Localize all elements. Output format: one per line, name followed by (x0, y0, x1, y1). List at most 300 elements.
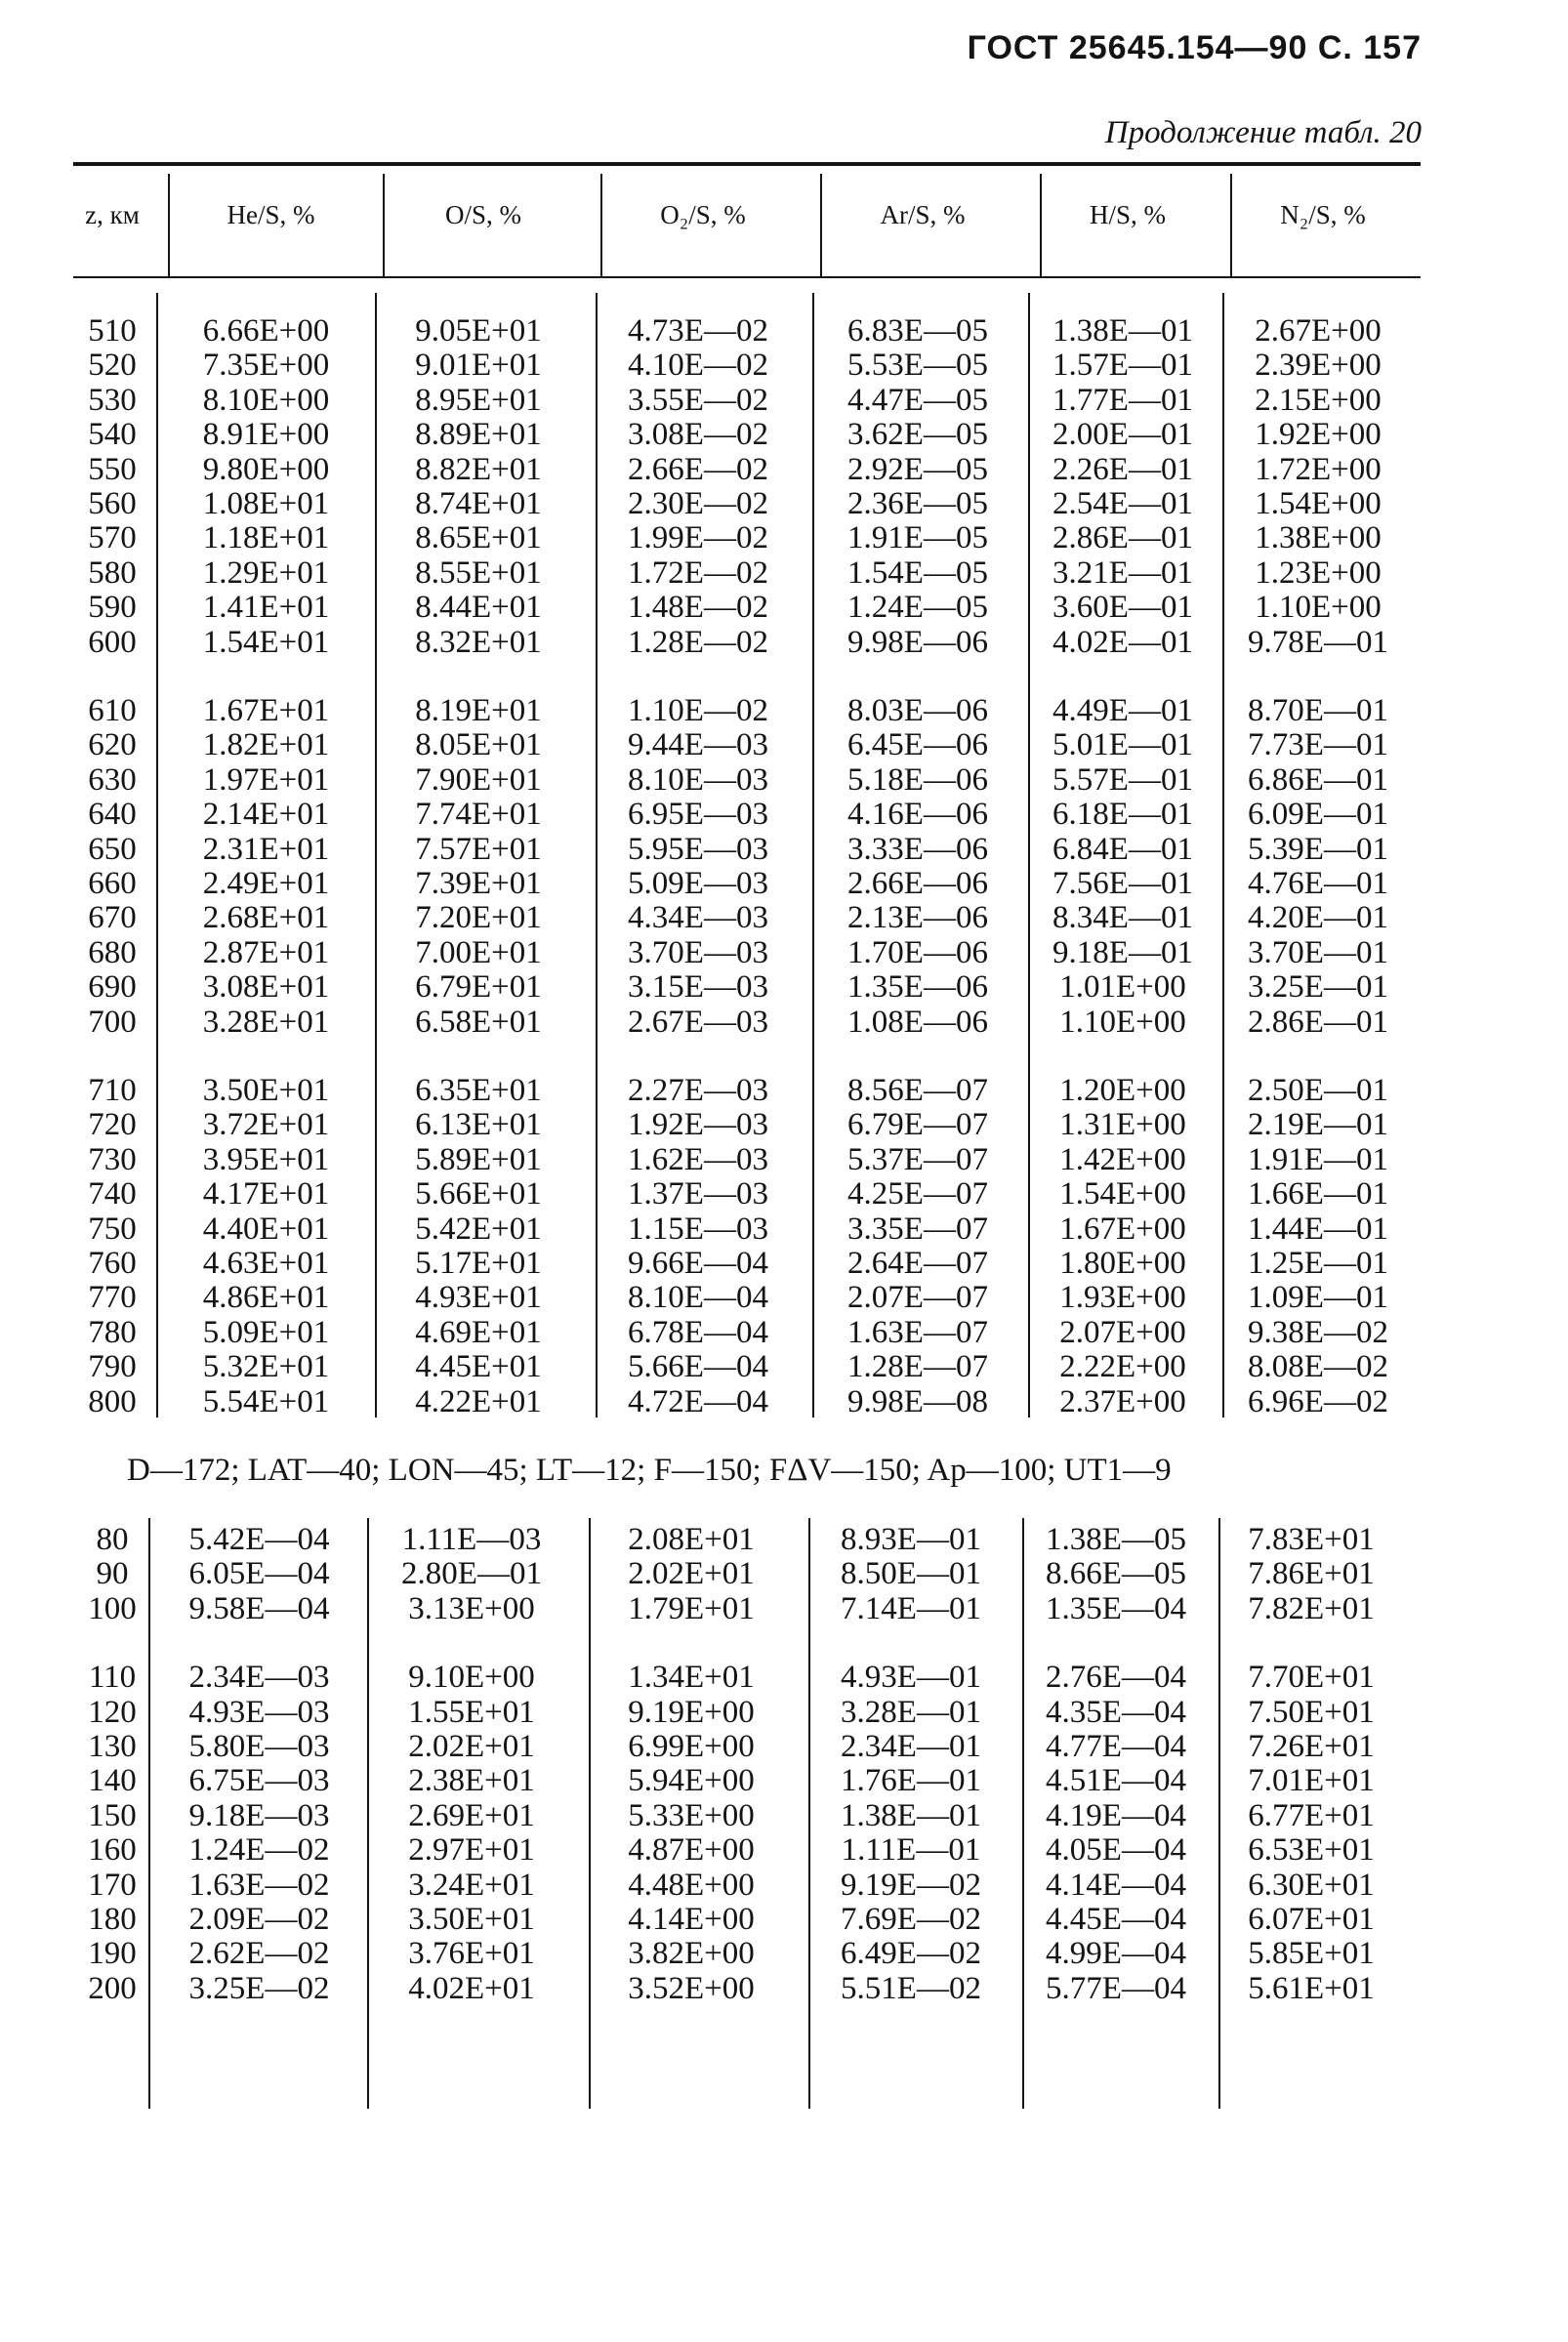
value-cell: 5.94E+00 (628, 1763, 755, 1799)
value-cell: 1.10E+00 (1255, 590, 1382, 626)
altitude-cell: 710 (88, 1073, 137, 1108)
value-cell: 8.55E+01 (415, 555, 542, 591)
altitude-cell: 620 (88, 727, 137, 763)
value-cell: 1.11E—01 (841, 1832, 981, 1869)
value-cell: 6.05E—04 (188, 1556, 330, 1592)
value-cell: 1.92E+00 (1255, 417, 1382, 453)
value-cell: 3.13E+00 (408, 1590, 535, 1626)
value-cell: 1.38E—01 (841, 1797, 981, 1833)
value-cell: 3.52E+00 (628, 1970, 755, 2006)
value-cell: 6.77E+01 (1248, 1797, 1375, 1833)
value-cell: 2.68E+01 (202, 900, 330, 936)
value-cell: 5.54E+01 (202, 1383, 330, 1419)
value-cell: 5.85E+01 (1248, 1936, 1375, 1972)
value-cell: 1.29E+01 (202, 555, 330, 591)
value-cell: 8.44E+01 (415, 590, 542, 626)
column-divider (812, 293, 814, 1418)
value-cell: 9.19E—02 (841, 1867, 981, 1903)
column-divider (367, 1518, 369, 2109)
value-cell: 2.27E—03 (628, 1073, 768, 1108)
value-cell: 7.00E+01 (415, 934, 542, 970)
value-cell: 9.80E+00 (202, 451, 330, 487)
value-cell: 4.40E+01 (202, 1211, 330, 1247)
value-cell: 2.34E—01 (841, 1729, 981, 1764)
value-cell: 7.35E+00 (202, 348, 330, 384)
value-cell: 8.74E+01 (415, 486, 542, 521)
value-cell: 1.76E—01 (841, 1763, 981, 1799)
value-cell: 4.93E—03 (188, 1694, 330, 1730)
value-cell: 4.77E—04 (1046, 1729, 1186, 1764)
value-cell: 6.78E—04 (628, 1314, 768, 1350)
value-cell: 5.66E+01 (415, 1176, 542, 1212)
value-cell: 8.34E—01 (1052, 900, 1193, 936)
value-cell: 4.16E—06 (847, 797, 988, 833)
value-cell: 7.69E—02 (841, 1902, 981, 1937)
altitude-cell: 740 (88, 1176, 137, 1212)
value-cell: 4.63E+01 (202, 1246, 330, 1281)
value-cell: 5.89E+01 (415, 1141, 542, 1177)
value-cell: 1.44E—01 (1248, 1211, 1388, 1247)
value-cell: 9.44E—03 (628, 727, 768, 763)
value-cell: 4.05E—04 (1046, 1832, 1186, 1869)
value-cell: 3.15E—03 (628, 969, 768, 1006)
value-cell: 2.67E—03 (628, 1004, 768, 1040)
value-cell: 1.28E—07 (847, 1349, 988, 1385)
altitude-cell: 120 (88, 1694, 137, 1730)
value-cell: 9.98E—08 (847, 1383, 988, 1419)
value-cell: 5.51E—02 (841, 1970, 981, 2006)
column-header: O₂/S, % (660, 200, 746, 229)
value-cell: 8.66E—05 (1046, 1556, 1186, 1592)
altitude-cell: 750 (88, 1211, 137, 1247)
value-cell: 1.10E+00 (1059, 1004, 1186, 1040)
altitude-cell: 80 (96, 1522, 129, 1557)
value-cell: 2.86E—01 (1052, 520, 1193, 556)
value-cell: 2.50E—01 (1248, 1073, 1388, 1108)
value-cell: 1.54E—05 (847, 555, 988, 591)
altitude-cell: 550 (88, 451, 137, 487)
value-cell: 8.03E—06 (847, 693, 988, 728)
value-cell: 2.13E—06 (847, 900, 988, 936)
altitude-cell: 200 (88, 1970, 137, 2006)
value-cell: 6.84E—01 (1052, 831, 1193, 867)
value-cell: 6.45E—06 (847, 727, 988, 763)
column-divider (589, 1518, 591, 2109)
value-cell: 1.08E—06 (847, 1004, 988, 1040)
value-cell: 3.50E+01 (408, 1902, 535, 1937)
column-divider (1040, 174, 1042, 278)
column-divider (1230, 174, 1232, 278)
value-cell: 1.91E—05 (847, 520, 988, 556)
altitude-cell: 510 (88, 313, 137, 349)
value-cell: 3.55E—02 (628, 382, 768, 418)
value-cell: 4.99E—04 (1046, 1936, 1186, 1972)
value-cell: 6.99E+00 (628, 1729, 755, 1764)
value-cell: 9.01E+01 (415, 348, 542, 384)
value-cell: 4.22E+01 (415, 1383, 542, 1419)
value-cell: 2.66E—02 (628, 451, 768, 487)
value-cell: 1.15E—03 (628, 1211, 768, 1247)
value-cell: 8.65E+01 (415, 520, 542, 556)
altitude-cell: 190 (88, 1936, 137, 1972)
value-cell: 1.37E—03 (628, 1176, 768, 1212)
column-divider (820, 174, 822, 278)
value-cell: 6.66E+00 (202, 313, 330, 349)
value-cell: 3.35E—07 (847, 1211, 988, 1247)
value-cell: 1.38E+00 (1255, 520, 1382, 556)
altitude-cell: 720 (88, 1107, 137, 1143)
value-cell: 1.18E+01 (202, 520, 330, 556)
value-cell: 4.93E—01 (841, 1660, 981, 1696)
value-cell: 3.62E—05 (847, 417, 988, 453)
value-cell: 3.82E+00 (628, 1936, 755, 1972)
value-cell: 8.93E—01 (841, 1522, 981, 1557)
value-cell: 2.22E+00 (1059, 1349, 1186, 1385)
value-cell: 3.70E—01 (1248, 934, 1388, 970)
altitude-cell: 520 (88, 348, 137, 384)
value-cell: 1.34E+01 (628, 1660, 755, 1696)
value-cell: 1.24E—05 (847, 590, 988, 626)
value-cell: 6.49E—02 (841, 1936, 981, 1972)
value-cell: 5.57E—01 (1052, 761, 1193, 798)
value-cell: 6.75E—03 (188, 1763, 330, 1799)
value-cell: 4.73E—02 (628, 313, 768, 349)
value-cell: 7.14E—01 (841, 1590, 981, 1626)
value-cell: 7.73E—01 (1248, 727, 1388, 763)
value-cell: 7.86E+01 (1248, 1556, 1375, 1592)
value-cell: 2.15E+00 (1255, 382, 1382, 418)
value-cell: 5.17E+01 (415, 1246, 542, 1281)
value-cell: 1.54E+00 (1255, 486, 1382, 521)
value-cell: 3.76E+01 (408, 1936, 535, 1972)
altitude-cell: 570 (88, 520, 137, 556)
altitude-cell: 690 (88, 969, 137, 1006)
value-cell: 1.77E—01 (1052, 382, 1193, 418)
value-cell: 1.97E+01 (202, 761, 330, 798)
value-cell: 6.58E+01 (415, 1004, 542, 1040)
value-cell: 1.63E—02 (188, 1867, 330, 1903)
value-cell: 4.19E—04 (1046, 1797, 1186, 1833)
value-cell: 2.37E+00 (1059, 1383, 1186, 1419)
value-cell: 6.09E—01 (1248, 797, 1388, 833)
value-cell: 6.79E+01 (415, 969, 542, 1006)
value-cell: 5.37E—07 (847, 1141, 988, 1177)
value-cell: 2.54E—01 (1052, 486, 1193, 521)
value-cell: 9.19E+00 (628, 1694, 755, 1730)
column-divider (1028, 293, 1030, 1418)
column-header: N₂/S, % (1280, 200, 1366, 229)
value-cell: 8.50E—01 (841, 1556, 981, 1592)
value-cell: 3.08E+01 (202, 969, 330, 1006)
value-cell: 9.58E—04 (188, 1590, 330, 1626)
value-cell: 4.47E—05 (847, 382, 988, 418)
value-cell: 1.54E+01 (202, 624, 330, 660)
value-cell: 7.57E+01 (415, 831, 542, 867)
value-cell: 1.91E—01 (1248, 1141, 1388, 1177)
value-cell: 4.17E+01 (202, 1176, 330, 1212)
value-cell: 4.02E—01 (1052, 624, 1193, 660)
value-cell: 2.36E—05 (847, 486, 988, 521)
value-cell: 1.80E+00 (1059, 1246, 1186, 1281)
value-cell: 8.56E—07 (847, 1073, 988, 1108)
value-cell: 8.89E+01 (415, 417, 542, 453)
value-cell: 1.67E+00 (1059, 1211, 1186, 1247)
value-cell: 8.91E+00 (202, 417, 330, 453)
altitude-cell: 100 (88, 1590, 137, 1626)
value-cell: 9.18E—01 (1052, 934, 1193, 970)
value-cell: 3.21E—01 (1052, 555, 1193, 591)
value-cell: 2.09E—02 (188, 1902, 330, 1937)
value-cell: 1.10E—02 (628, 693, 768, 728)
value-cell: 8.10E+00 (202, 382, 330, 418)
column-header: z, км (85, 200, 140, 229)
altitude-cell: 640 (88, 797, 137, 833)
page-header: ГОСТ 25645.154—90 С. 157 (967, 29, 1422, 66)
value-cell: 1.35E—06 (847, 969, 988, 1006)
value-cell: 1.72E+00 (1255, 451, 1382, 487)
value-cell: 7.90E+01 (415, 761, 542, 798)
value-cell: 1.38E—05 (1046, 1522, 1186, 1557)
altitude-cell: 730 (88, 1141, 137, 1177)
value-cell: 2.02E+01 (628, 1556, 755, 1592)
value-cell: 2.64E—07 (847, 1246, 988, 1281)
value-cell: 8.10E—03 (628, 761, 768, 798)
value-cell: 2.39E+00 (1255, 348, 1382, 384)
value-cell: 2.62E—02 (188, 1936, 330, 1972)
value-cell: 2.66E—06 (847, 866, 988, 901)
altitude-cell: 700 (88, 1004, 137, 1040)
value-cell: 2.76E—04 (1046, 1660, 1186, 1696)
value-cell: 2.92E—05 (847, 451, 988, 487)
altitude-cell: 650 (88, 831, 137, 867)
altitude-cell: 540 (88, 417, 137, 453)
value-cell: 5.09E—03 (628, 866, 768, 901)
value-cell: 1.48E—02 (628, 590, 768, 626)
value-cell: 8.10E—04 (628, 1280, 768, 1316)
value-cell: 1.79E+01 (628, 1590, 755, 1626)
value-cell: 8.70E—01 (1248, 693, 1388, 728)
column-header: He/S, % (227, 200, 315, 229)
value-cell: 3.70E—03 (628, 934, 768, 970)
altitude-cell: 800 (88, 1383, 137, 1419)
value-cell: 3.60E—01 (1052, 590, 1193, 626)
value-cell: 2.80E—01 (401, 1556, 542, 1592)
value-cell: 2.87E+01 (202, 934, 330, 970)
altitude-cell: 130 (88, 1729, 137, 1764)
value-cell: 1.82E+01 (202, 727, 330, 763)
value-cell: 4.87E+00 (628, 1832, 755, 1869)
value-cell: 2.49E+01 (202, 866, 330, 901)
value-cell: 9.66E—04 (628, 1246, 768, 1281)
value-cell: 9.98E—06 (847, 624, 988, 660)
value-cell: 1.35E—04 (1046, 1590, 1186, 1626)
value-cell: 4.45E+01 (415, 1349, 542, 1385)
table-header-rule (73, 276, 1421, 278)
value-cell: 4.86E+01 (202, 1280, 330, 1316)
value-cell: 4.10E—02 (628, 348, 768, 384)
value-cell: 4.45E—04 (1046, 1902, 1186, 1937)
value-cell: 6.86E—01 (1248, 761, 1388, 798)
column-header: O/S, % (444, 200, 521, 229)
value-cell: 6.95E—03 (628, 797, 768, 833)
value-cell: 1.25E—01 (1248, 1246, 1388, 1281)
value-cell: 7.50E+01 (1248, 1694, 1375, 1730)
value-cell: 1.67E+01 (202, 693, 330, 728)
value-cell: 1.92E—03 (628, 1107, 768, 1143)
value-cell: 5.09E+01 (202, 1314, 330, 1350)
value-cell: 2.67E+00 (1255, 313, 1382, 349)
value-cell: 7.74E+01 (415, 797, 542, 833)
value-cell: 6.35E+01 (415, 1073, 542, 1108)
value-cell: 9.05E+01 (415, 313, 542, 349)
value-cell: 2.97E+01 (408, 1832, 535, 1869)
altitude-cell: 180 (88, 1902, 137, 1937)
value-cell: 7.82E+01 (1248, 1590, 1375, 1626)
column-divider (375, 293, 377, 1418)
altitude-cell: 140 (88, 1763, 137, 1799)
value-cell: 5.42E—04 (188, 1522, 330, 1557)
value-cell: 9.78E—01 (1248, 624, 1388, 660)
value-cell: 5.18E—06 (847, 761, 988, 798)
value-cell: 1.72E—02 (628, 555, 768, 591)
value-cell: 9.18E—03 (188, 1797, 330, 1833)
altitude-cell: 610 (88, 693, 137, 728)
value-cell: 1.31E+00 (1059, 1107, 1186, 1143)
value-cell: 3.24E+01 (408, 1867, 535, 1903)
altitude-cell: 560 (88, 486, 137, 521)
value-cell: 6.79E—07 (847, 1107, 988, 1143)
value-cell: 1.54E+00 (1059, 1176, 1186, 1212)
value-cell: 1.70E—06 (847, 934, 988, 970)
column-header: H/S, % (1089, 200, 1166, 229)
value-cell: 2.31E+01 (202, 831, 330, 867)
value-cell: 3.25E—01 (1248, 969, 1388, 1006)
value-cell: 4.25E—07 (847, 1176, 988, 1212)
value-cell: 2.00E—01 (1052, 417, 1193, 453)
value-cell: 8.08E—02 (1248, 1349, 1388, 1385)
value-cell: 3.28E—01 (841, 1694, 981, 1730)
altitude-cell: 790 (88, 1349, 137, 1385)
table-top-rule (73, 162, 1421, 166)
value-cell: 6.13E+01 (415, 1107, 542, 1143)
value-cell: 4.49E—01 (1052, 693, 1193, 728)
value-cell: 4.02E+01 (408, 1970, 535, 2006)
altitude-cell: 660 (88, 866, 137, 901)
value-cell: 4.69E+01 (415, 1314, 542, 1350)
column-header: Ar/S, % (880, 200, 966, 229)
value-cell: 1.66E—01 (1248, 1176, 1388, 1212)
value-cell: 1.24E—02 (188, 1832, 330, 1869)
value-cell: 4.14E—04 (1046, 1867, 1186, 1903)
value-cell: 3.28E+01 (202, 1004, 330, 1040)
value-cell: 4.20E—01 (1248, 900, 1388, 936)
value-cell: 2.26E—01 (1052, 451, 1193, 487)
altitude-cell: 780 (88, 1314, 137, 1350)
value-cell: 4.93E+01 (415, 1280, 542, 1316)
value-cell: 2.14E+01 (202, 797, 330, 833)
value-cell: 5.95E—03 (628, 831, 768, 867)
column-divider (383, 174, 385, 278)
value-cell: 1.42E+00 (1059, 1141, 1186, 1177)
value-cell: 5.42E+01 (415, 1211, 542, 1247)
column-divider (1218, 1518, 1220, 2109)
value-cell: 5.66E—04 (628, 1349, 768, 1385)
value-cell: 5.80E—03 (188, 1729, 330, 1764)
value-cell: 6.96E—02 (1248, 1383, 1388, 1419)
value-cell: 3.08E—02 (628, 417, 768, 453)
column-divider (808, 1518, 810, 2109)
column-divider (600, 174, 602, 278)
value-cell: 8.05E+01 (415, 727, 542, 763)
value-cell: 4.35E—04 (1046, 1694, 1186, 1730)
value-cell: 2.02E+01 (408, 1729, 535, 1764)
value-cell: 6.18E—01 (1052, 797, 1193, 833)
value-cell: 4.34E—03 (628, 900, 768, 936)
value-cell: 8.82E+01 (415, 451, 542, 487)
altitude-cell: 160 (88, 1832, 137, 1869)
value-cell: 3.72E+01 (202, 1107, 330, 1143)
value-cell: 2.30E—02 (628, 486, 768, 521)
value-cell: 7.83E+01 (1248, 1522, 1375, 1557)
value-cell: 8.95E+01 (415, 382, 542, 418)
value-cell: 9.10E+00 (408, 1660, 535, 1696)
altitude-cell: 670 (88, 900, 137, 936)
value-cell: 7.56E—01 (1052, 866, 1193, 901)
value-cell: 2.07E+00 (1059, 1314, 1186, 1350)
value-cell: 5.61E+01 (1248, 1970, 1375, 2006)
value-cell: 1.28E—02 (628, 624, 768, 660)
value-cell: 4.51E—04 (1046, 1763, 1186, 1799)
value-cell: 3.95E+01 (202, 1141, 330, 1177)
value-cell: 6.30E+01 (1248, 1867, 1375, 1903)
value-cell: 2.08E+01 (628, 1522, 755, 1557)
value-cell: 1.20E+00 (1059, 1073, 1186, 1108)
altitude-cell: 90 (96, 1556, 129, 1592)
value-cell: 1.38E—01 (1052, 313, 1193, 349)
value-cell: 9.38E—02 (1248, 1314, 1388, 1350)
value-cell: 5.32E+01 (202, 1349, 330, 1385)
value-cell: 4.48E+00 (628, 1867, 755, 1903)
value-cell: 2.38E+01 (408, 1763, 535, 1799)
altitude-cell: 590 (88, 590, 137, 626)
altitude-cell: 580 (88, 555, 137, 591)
value-cell: 6.83E—05 (847, 313, 988, 349)
value-cell: 8.32E+01 (415, 624, 542, 660)
column-divider (1022, 1518, 1024, 2109)
altitude-cell: 630 (88, 761, 137, 798)
value-cell: 7.26E+01 (1248, 1729, 1375, 1764)
value-cell: 2.07E—07 (847, 1280, 988, 1316)
value-cell: 4.76E—01 (1248, 866, 1388, 901)
value-cell: 1.09E—01 (1248, 1280, 1388, 1316)
value-cell: 1.01E+00 (1059, 969, 1186, 1006)
value-cell: 5.53E—05 (847, 348, 988, 384)
altitude-cell: 760 (88, 1246, 137, 1281)
column-divider (1222, 293, 1224, 1418)
value-cell: 5.33E+00 (628, 1797, 755, 1833)
value-cell: 2.19E—01 (1248, 1107, 1388, 1143)
value-cell: 4.14E+00 (628, 1902, 755, 1937)
value-cell: 1.23E+00 (1255, 555, 1382, 591)
table-continuation-label: Продолжение табл. 20 (1104, 115, 1422, 150)
altitude-cell: 770 (88, 1280, 137, 1316)
altitude-cell: 150 (88, 1797, 137, 1833)
value-cell: 1.57E—01 (1052, 348, 1193, 384)
atmosphere-parameters-line: D—172; LAT—40; LON—45; LT—12; F—150; FΔV—150; Ap—100; UT1—9 (127, 1453, 1172, 1488)
value-cell: 7.70E+01 (1248, 1660, 1375, 1696)
altitude-cell: 680 (88, 934, 137, 970)
value-cell: 1.99E—02 (628, 520, 768, 556)
